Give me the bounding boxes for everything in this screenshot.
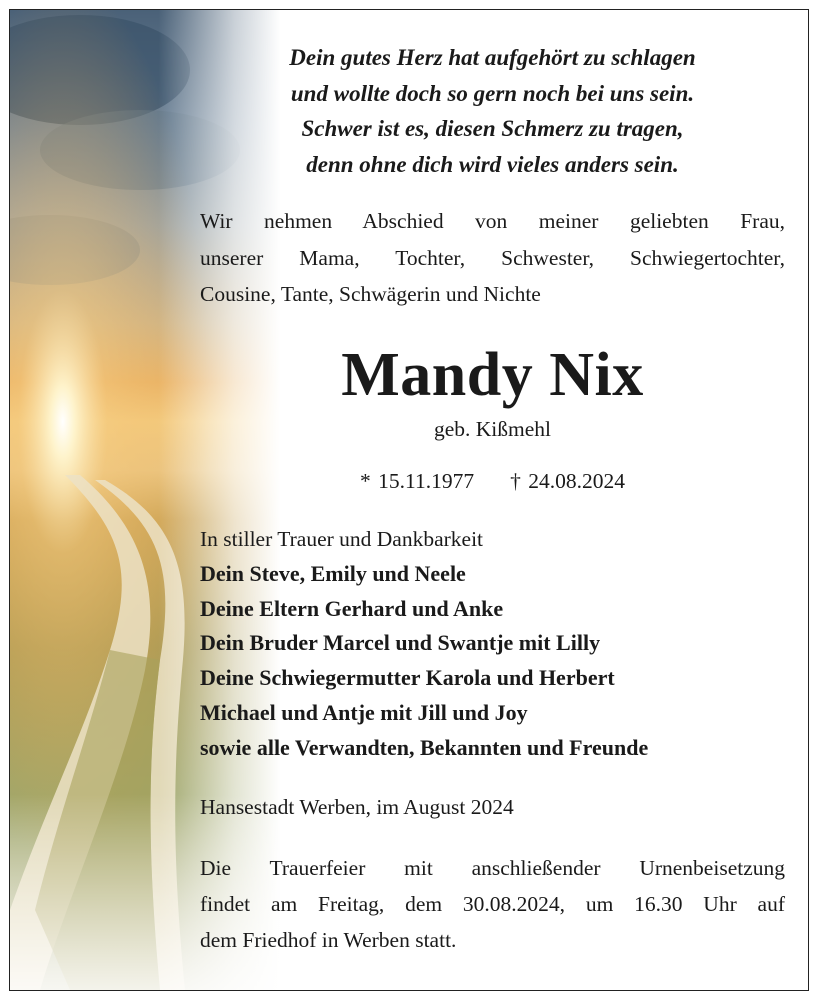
- intro-line: unserer Mama, Tochter, Schwester, Schwiegertochter,: [200, 245, 785, 270]
- memorial-poem: [200, 40, 785, 182]
- place-date: Hansestadt Werben, im August 2024: [200, 795, 514, 819]
- poem-line: denn ohne dich wird vieles anders sein.: [306, 151, 679, 177]
- poem-line: Dein gutes Herz hat aufgehört zu schlagen: [289, 45, 696, 70]
- birth-date: * 15.11.1977: [360, 469, 475, 493]
- poem-line: und wollte doch so gern noch bei uns sein.: [290, 80, 695, 106]
- mourner-entry: Deine Eltern Gerhard und Anke: [200, 595, 504, 621]
- death-date: † 24.08.2024: [510, 469, 625, 493]
- life-dates: [200, 466, 785, 496]
- mourners-list: [200, 522, 800, 766]
- funeral-notice: [200, 850, 785, 958]
- obituary-card: [9, 9, 809, 991]
- mourner-entry: Deine Schwiegermutter Karola und Herbert: [200, 665, 615, 691]
- intro-line: Wir nehmen Abschied von meiner geliebten Frau,: [200, 209, 785, 233]
- deceased-name: Mandy Nix: [341, 341, 644, 409]
- mourner-entry: Dein Bruder Marcel und Swantje mit Lilly: [200, 630, 601, 656]
- intro-line: Cousine, Tante, Schwägerin und Nichte: [200, 282, 541, 306]
- funeral-line: findet am Freitag, dem 30.08.2024, um 16.30 Uhr auf: [200, 892, 785, 916]
- mourner-entry: Dein Steve, Emily und Neele: [200, 560, 466, 586]
- mourners-intro: In stiller Trauer und Dankbarkeit: [200, 527, 484, 551]
- farewell-intro: [200, 203, 785, 313]
- mourner-entry: sowie alle Verwandten, Bekannten und Freunde: [200, 734, 649, 760]
- funeral-line: dem Friedhof in Werben statt.: [200, 928, 457, 952]
- mourner-entry: Michael und Antje mit Jill und Joy: [200, 699, 528, 725]
- obituary-text: [200, 10, 785, 990]
- funeral-line: Die Trauerfeier mit anschließender Urnenbeisetzung: [200, 856, 785, 880]
- poem-line: Schwer ist es, diesen Schmerz zu tragen,: [301, 116, 684, 141]
- maiden-name: geb. Kißmehl: [433, 417, 552, 441]
